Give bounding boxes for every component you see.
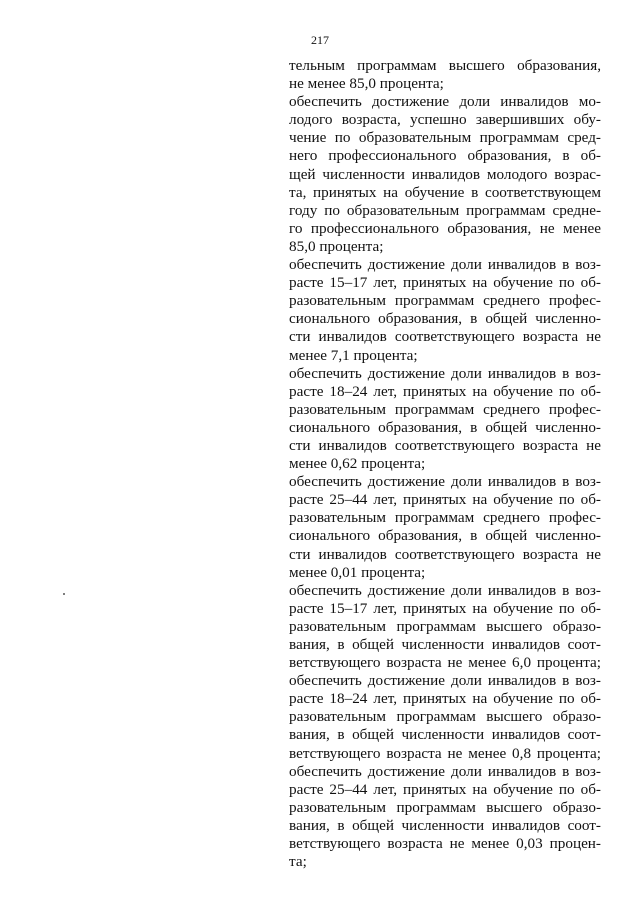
text-line: сионального образования, в общей численно-	[289, 527, 601, 545]
text-line: менее 0,62 процента;	[289, 455, 426, 473]
text-line: вания, в общей численности инвалидов соот-	[289, 816, 601, 834]
text-line: обеспечить достижение доли инвалидов в воз-	[289, 364, 601, 382]
text-line: разовательным программам высшего образо-	[289, 617, 601, 635]
scan-speck	[63, 593, 65, 595]
text-line: тельным программам высшего образования,	[289, 57, 601, 74]
text-line: обеспечить достижение доли инвалидов в воз-	[289, 672, 601, 690]
text-line: сти инвалидов соответствующего возраста не	[289, 436, 601, 454]
text-line: го профессионального образования, не менее	[289, 219, 601, 237]
text-line: разовательным программам среднего профес-	[289, 292, 601, 310]
text-line: обеспечить достижение доли инвалидов в воз-	[289, 581, 601, 599]
text-line: сти инвалидов соответствующего возраста не	[289, 545, 601, 563]
text-line: расте 15–17 лет, принятых на обучение по об-	[289, 274, 601, 292]
text-line: вания, в общей численности инвалидов соот-	[289, 636, 601, 653]
text-line: расте 18–24 лет, принятых на обучение по об-	[289, 382, 601, 400]
text-line: ветствующего возраста не менее 0,03 процен-	[289, 835, 601, 853]
text-line: сионального образования, в общей численно-	[289, 418, 601, 436]
text-line: году по образовательным программам средне-	[289, 201, 601, 219]
body-text-column	[289, 57, 601, 871]
text-line: разовательным программам среднего профес-	[289, 509, 601, 527]
text-line: разовательным программам высшего образо-	[289, 708, 601, 726]
text-line: расте 15–17 лет, принятых на обучение по об-	[289, 599, 601, 617]
text-line: менее 0,01 процента;	[289, 563, 426, 581]
text-line: разовательным программам высшего образо-	[289, 798, 601, 816]
text-line: та, принятых на обучение в соответствующем	[289, 183, 601, 201]
text-line: ветствующего возраста не менее 0,8 процента;	[289, 744, 601, 762]
text-line: расте 18–24 лет, принятых на обучение по об-	[289, 690, 601, 708]
text-line: ветствующего возраста не менее 6,0 процента;	[289, 654, 601, 672]
text-line: лодого возраста, успешно завершивших обу-	[289, 111, 601, 129]
text-line: вания, в общей численности инвалидов соот-	[289, 726, 601, 744]
text-line: обеспечить достижение доли инвалидов мо-	[289, 93, 601, 111]
text-line: разовательным программам среднего профес-	[289, 400, 601, 418]
text-line: та;	[289, 853, 307, 871]
text-line: не менее 85,0 процента;	[289, 75, 444, 93]
text-line: чение по образовательным программам сред-	[289, 129, 601, 147]
text-line: расте 25–44 лет, принятых на обучение по об-	[289, 780, 601, 798]
text-line: 85,0 процента;	[289, 237, 384, 255]
text-line: менее 7,1 процента;	[289, 346, 418, 364]
page-number: 217	[311, 33, 329, 47]
text-line: сти инвалидов соответствующего возраста не	[289, 328, 601, 346]
text-line: него профессионального образования, в об-	[289, 147, 601, 165]
text-line: обеспечить достижение доли инвалидов в воз-	[289, 762, 601, 780]
text-line: щей численности инвалидов молодого возрас-	[289, 165, 601, 183]
text-line: обеспечить достижение доли инвалидов в воз-	[289, 473, 601, 491]
text-line: обеспечить достижение доли инвалидов в воз-	[289, 256, 601, 274]
text-line: расте 25–44 лет, принятых на обучение по об-	[289, 491, 601, 509]
text-line: сионального образования, в общей численно-	[289, 310, 601, 328]
